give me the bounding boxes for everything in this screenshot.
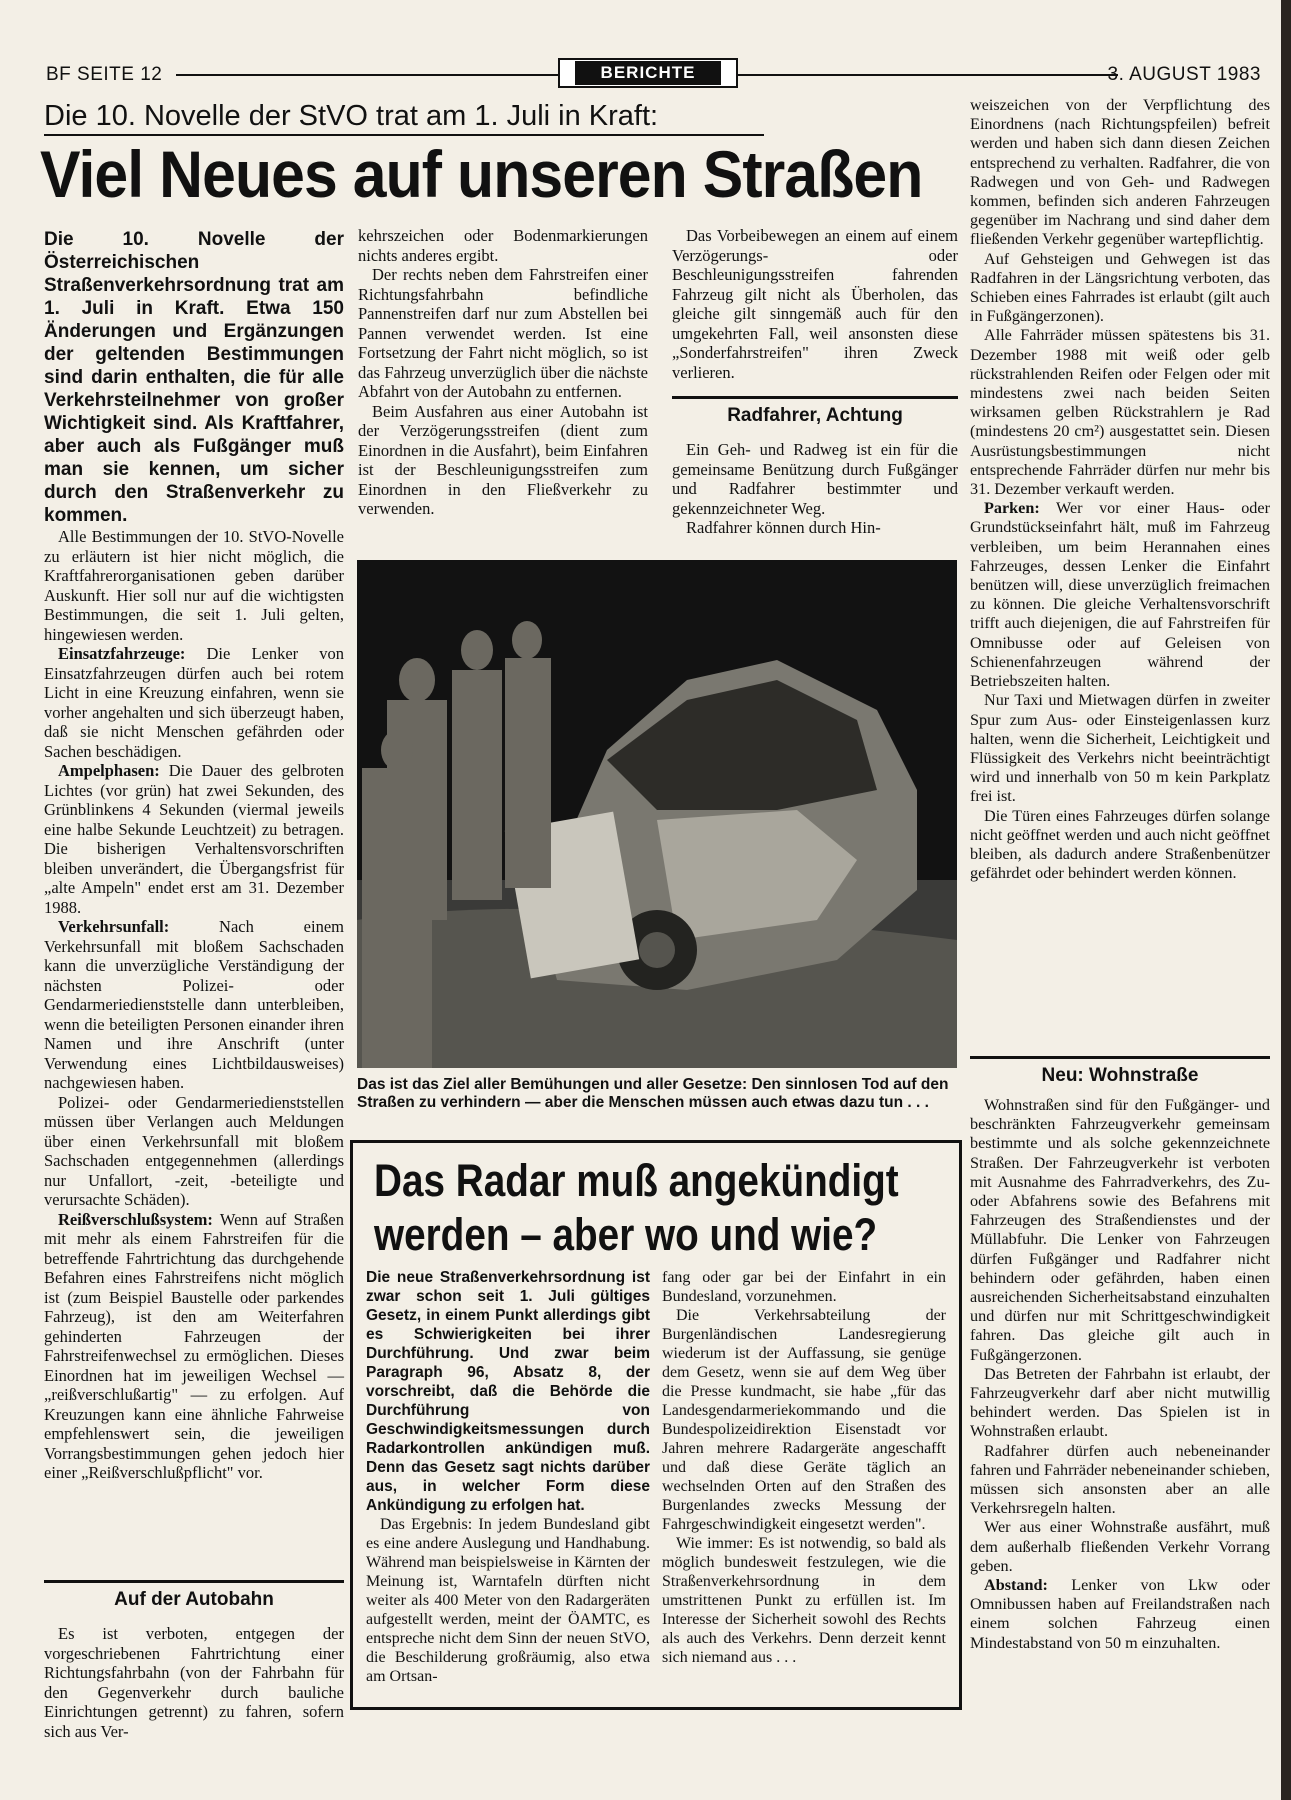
radar-column-2 <box>662 1268 946 1667</box>
subhead-autobahn: Auf der Autobahn <box>44 1580 344 1611</box>
paragraph-ampel: Ampelphasen: Die Dauer des gelbroten Lichtes (vor grün) hat zwei Sekunden, des Grünblinkens 4 Sekunden (viermal jeweils eine halbe Sekunde Leuchtzeit) zu betragen. Die bisherigen Verhaltensvorschriften bleiben unverändert, die Übergangsfrist für „alte Ampeln" endet erst am 31. Dezember 1988. <box>44 761 345 917</box>
paragraph: Die Türen eines Fahrzeuges dürfen solange nicht geöffnet werden und auch nicht geöffnet bleiben, als dadurch andere Straßenbenützer gefährdet oder behindert werden können. <box>970 806 1270 883</box>
paragraph: Wohnstraßen sind für den Fußgänger- und beschränkten Fahrzeugverkehr gemeinsam bestimmte und als solche gekennzeichnete Straßen. Der Fahrzeugverkehr ist verboten mit Ausnahme des Fahrradverkehrs, des Zu- oder Abfahrens sowie des Befahrens mit Fahrzeugen des Straßendienstes und der Müllabfuhr. Die Lenker von Fahrzeugen dürfen Fußgänger und Radfahrer nicht behindern oder gefährden, haben einen ausreichenden Sicherheitsabstand einzuhalten und dürfen nur mit Schrittgeschwindigkeit fahren. Das gleiche gilt auch in Fußgängerzonen. <box>970 1096 1270 1364</box>
paragraph-reissverschluss: Reißverschlußsystem: Wenn auf Straßen mit mehr als einem Fahrstreifen für die betreffende Fahrtrichtung das durchgehende Befahren eines Fahrstreifens nicht möglich ist (zum Beispiel Baustelle oder parkendes Fahrzeug), ist den am Weiterfahren gehinderten Fahrzeugen der Fahrstreifenwechsel zu ermöglichen. Dieses Einordnen hat im jeweiligen Wechsel — „reißverschlußartig" — zu erfolgen. Auf Kreuzungen kann eine ähnliche Fahrweise empfehlenswert sein, die jeweiligen Vorrangsbestimmungen gehen jedoch hier einer „Reißverschlußpflicht" vor. <box>44 1209 344 1482</box>
wrecked-car-illustration <box>357 560 957 1068</box>
paragraph: Die Verkehrsabteilung der Burgenländischen Landesregierung wiederum ist der Auffassung, sie genüge dem Gesetz, wenn sie auf dem Weg über die Presse kundmacht, sie habe „für das Landesgendarmeriekommando und die Bundespolizeidirektion Eisenstadt vor Jahren mehrere Radargeräte angeschafft und daß diese Geräte täglich an wechselnden Orten auf den Straßen des Burgenlandes zwecks Messung der Fahrgeschwindigkeit eingesetzt werden". <box>662 1307 946 1533</box>
page-edge-shadow <box>1281 0 1291 1800</box>
paragraph-parken: Parken: Wer vor einer Haus- oder Grundstückseinfahrt hält, muß im Fahrzeug verbleiben, um beim Herannahen eines Fahrzeuges, dessen Lenker die Einfahrt benützen will, diese unverzüglich freimachen zu können. Die gleiche Verhaltensvorschrift trifft auch diejenigen, die auf Fahrstreifen für Omnibusse oder auf Geleisen von Schienenfahrzeugen während der Betriebszeiten halten. <box>970 499 1270 691</box>
paragraph: kehrszeichen oder Bodenmarkierungen nichts anderes ergibt. <box>358 226 648 265</box>
paragraph-einsatz: Einsatzfahrzeuge: Die Lenker von Einsatzfahrzeugen dürfen auch bei rotem Licht in eine Kreuzung einfahren, wenn sie vorher angehalten und sich überzeugt haben, daß sie nicht Menschen gefährden oder Sachen beschädigen. <box>44 644 345 761</box>
paragraph: Beim Ausfahren aus einer Autobahn ist der Verzögerungsstreifen (dient zum Einordnen in die Ausfahrt), beim Einfahren ist der Beschleunigungsstreifen zum Einordnen in den Fließverkehr zu verwenden. <box>358 401 648 518</box>
accident-photo <box>357 560 957 1068</box>
column-3 <box>672 226 958 382</box>
paragraph: Nur Taxi und Mietwagen dürfen in zweiter Spur zum Aus- oder Einsteigenlassen kurz halten, wenn die Sicherheit, Leichtigkeit und Flüssigkeit des Verkehrs nicht beeinträchtigt wird und innerhalb von 50 m kein Parkplatz frei ist. <box>970 691 1270 806</box>
paragraph: Das Vorbeibewegen an einem auf einem Verzögerungs- oder Beschleunigungsstreifen fahrenden Fahrzeug gilt nicht als Überholen, das gleiche gilt sinngemäß auch für den umgekehrten Fall, weil ansonsten diese „Sonderfahrstreifen" ihren Zweck verlieren. <box>672 226 958 382</box>
paragraph: Der rechts neben dem Fahrstreifen einer Richtungsfahrbahn befindliche Pannenstreifen darf nur zum Abstellen bei Pannen verwendet werden. Ist eine Fortsetzung der Fahrt nicht möglich, so ist das Fahrzeug unverzüglich über die nächste Abfahrt von der Autobahn zu entfernen. <box>358 265 648 401</box>
paragraph: Ein Geh- und Radweg ist ein für die gemeinsame Benützung durch Fußgänger und Radfahrer bestimmter und gekennzeichneter Weg. <box>672 440 958 518</box>
radar-lead: Die neue Straßenverkehrsordnung ist zwar schon seit 1. Juli gültiges Gesetz, in einem Punkt allerdings gibt es Schwierigkeiten bei ihrer Durchführung. Und zwar beim Paragraph 96, Absatz 8, der vorschreibt, daß die Behörde die Durchführung von Geschwindigkeitsmessungen durch Radarkontrollen ankündigen muß. Denn das Gesetz sagt nichts darüber aus, in welcher Form diese Ankündigung zu erfolgen hat. <box>366 1269 650 1514</box>
article-lead: Die 10. Novelle der Österreichischen Straßenverkehrsordnung trat am 1. Juli in Kraft. Etwa 150 Änderungen und Ergänzungen der geltenden Bestimmungen sind darin enthalten, die für alle Verkehrsteilnehmer von großer Wichtigkeit sind. Als Kraftfahrer, aber auch als Fußgänger muß man sie kennen, um sicher durch den Straßenverkehr zu kommen. <box>44 229 344 526</box>
page-number: BF SEITE 12 <box>46 64 163 85</box>
column-4 <box>970 96 1270 883</box>
header-rule-left <box>176 74 558 76</box>
radar-column-1 <box>366 1268 650 1686</box>
subhead-wohnstrasse: Neu: Wohnstraße <box>970 1056 1270 1087</box>
radar-headline: Das Radar muß angekündigt werden – aber wo und wie? <box>374 1155 899 1260</box>
paragraph: fang oder gar bei der Einfahrt in ein Bundesland, vorzunehmen. <box>662 1269 946 1305</box>
header-rule-right <box>738 74 1118 76</box>
paragraph: Es ist verboten, entgegen der vorgeschriebenen Fahrtrichtung einer Richtungsfahrbahn (von der Fahrbahn für den Gegenverkehr durch bauliche Einrichtungen getrennt) zu fahren, sofern sich aus Ver- <box>44 1624 344 1741</box>
paragraph: Radfahrer können durch Hin- <box>686 518 881 537</box>
section-label: BERICHTE <box>558 58 738 88</box>
paragraph: Auf Gehsteigen und Gehwegen ist das Radfahren in der Längsrichtung verboten, das Schieben eines Fahrrades ist erlaubt (gilt auch in Fußgängerzonen). <box>970 249 1270 326</box>
subhead-radfahrer: Radfahrer, Achtung <box>672 396 958 427</box>
issue-date: 3. AUGUST 1983 <box>1107 64 1261 85</box>
paragraph-abstand: Abstand: Lenker von Lkw oder Omnibussen haben auf Freilandstraßen nach einem solchen Fahrzeug einen Mindestabstand von 50 m einzuhalten. <box>970 1576 1270 1652</box>
column-1-tail <box>44 1624 344 1741</box>
article-headline: Viel Neues auf unseren Straßen <box>40 137 923 211</box>
paragraph: weiszeichen von der Verpflichtung des Einordnens (nach Richtungspfeilen) befreit werden und haben sich dann diesen Zeichen entsprechend zu verhalten. Radfahrer, die von Radwegen und von Geh- und Radwegen kommen, befinden sich anderen Fahrzeugen gegenüber im Nachrang und sind daher dem fließenden Verkehr gegenüber wartepflichtig. <box>970 96 1270 249</box>
paragraph: Wie immer: Es ist notwendig, so bald als möglich bundesweit festzulegen, wie die Straßenverkehrsordnung in dem umstrittenen Punkt zu erfüllen ist. Im Interesse der Sicherheit sowohl des Rechts als auch des Verkehrs. Denn derzeit kennt sich niemand aus . . . <box>662 1535 946 1666</box>
paragraph: Radfahrer dürfen auch nebeneinander fahren und Fahrräder nebeneinander schieben, müssen sich ansonsten aber an alle Verkehrsregeln halten. <box>970 1441 1270 1518</box>
article-kicker: Die 10. Novelle der StVO trat am 1. Juli in Kraft: <box>44 100 659 132</box>
paragraph: Alle Bestimmungen der 10. StVO-Novelle zu erläutern ist hier nicht möglich, die Kraftfahrerorganisationen geben darüber Auskunft. Hier soll nur auf die wichtigsten Bestimmungen, die seit 1. Juli gelten, hingewiesen werden. <box>44 527 344 644</box>
column-3-tail <box>672 440 958 538</box>
column-4-tail <box>970 1096 1270 1653</box>
paragraph: Polizei- oder Gendarmeriedienststellen müssen über Verlangen auch Meldungen über einen Verkehrsunfall mit bloßem Sachschaden entgegennehmen (allerdings nur Unfallort, -zeit, -beteiligte und verursachte Schäden). <box>44 1092 344 1209</box>
paragraph: Das Betreten der Fahrbahn ist erlaubt, der Fahrzeugverkehr darf aber nicht mutwillig behindert werden. Das Spielen ist in Wohnstraßen erlaubt. <box>970 1364 1270 1441</box>
photo-caption: Das ist das Ziel aller Bemühungen und aller Gesetze: Den sinnlosen Tod auf den Straßen zu verhindern — aber die Menschen müssen auch etwas dazu tun . . . <box>357 1076 949 1111</box>
paragraph: Das Ergebnis: In jedem Bundesland gibt es eine andere Auslegung und Handhabung. Während man beispielsweise in Kärnten der Meinung ist, Warntafeln dürften nicht weiter als 400 Meter von den Radargeräten aufgestellt werden, meint der ÖAMTC, es entspreche nicht dem Sinn der neuen StVO, die Beschilderung großräumig, also etwa am Ortsan- <box>366 1516 650 1685</box>
paragraph-unfall: Verkehrsunfall: Nach einem Verkehrsunfall mit bloßem Sachschaden kann die unverzügliche Verständigung der nächsten Polizei- oder Gendarmeriedienststelle dann unterbleiben, wenn die beteiligten Personen einander ihren Namen und ihre Anschrift (unter Verwendung eines Lichtbildausweises) nachgewiesen haben. <box>44 917 344 1092</box>
column-2 <box>358 226 648 519</box>
paragraph: Alle Fahrräder müssen spätestens bis 31. Dezember 1988 mit weiß oder gelb rückstrahlenden Reifen oder Felgen oder mit mindestens zwei nach beiden Seiten wirksamen gelben Rückstrahlern je Rad (mindestens 20 cm²) ausgestattet sein. Diesen Ausrüstungsbestimmungen nicht entsprechende Fahrräder dürfen nur mehr bis 31. Dezember verkauft werden. <box>970 326 1270 499</box>
column-1 <box>44 228 344 1483</box>
paragraph: Wer aus einer Wohnstraße ausfährt, muß dem außerhalb fließenden Verkehr Vorrang geben. <box>970 1518 1270 1575</box>
